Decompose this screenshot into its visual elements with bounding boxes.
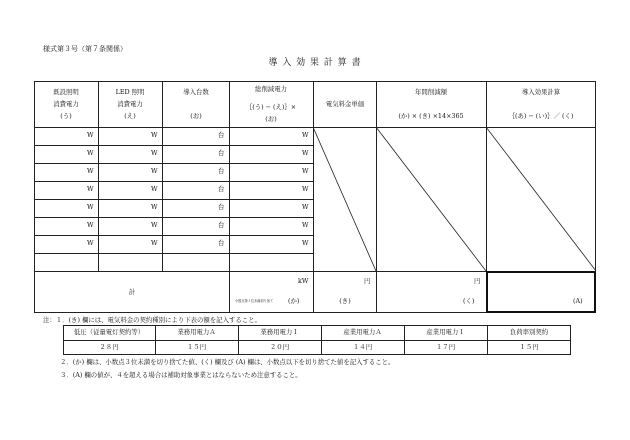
total-a: (A) xyxy=(573,297,583,305)
rate-header: 産業用電力Ｉ xyxy=(426,328,465,336)
row-reduction-w: W xyxy=(302,131,309,139)
header-col6-line1: 年間削減額 xyxy=(415,88,447,96)
diagonal-line xyxy=(313,127,376,271)
header-col6-line2: (か) × (き) ×14×365 xyxy=(398,112,464,120)
rate-value: １７円 xyxy=(435,343,456,351)
row-unit-count: 台 xyxy=(218,149,225,157)
document-title: 導 入 効 果 計 算 書 xyxy=(268,58,362,68)
rate-col-divider xyxy=(238,325,239,355)
row-reduction-w: W xyxy=(302,239,309,247)
row-led-w: W xyxy=(151,221,158,229)
row-unit-count: 台 xyxy=(218,221,225,229)
row-led-w: W xyxy=(151,131,158,139)
row-existing-w: W xyxy=(87,185,94,193)
rate-value: １５円 xyxy=(186,343,207,351)
total-ku: (く) xyxy=(463,297,475,305)
header-col2-line3: (え) xyxy=(124,112,136,120)
header-col1-line2: 消費電力 xyxy=(53,100,79,108)
row-reduction-w: W xyxy=(302,185,309,193)
header-col1-line3: (う) xyxy=(60,112,72,120)
header-col7-line1: 導入効果計算 xyxy=(521,88,561,96)
note-3: ３．(A) 欄の値が、４を超える場合は補助対象事業とはならないため注意すること。 xyxy=(60,371,302,379)
rate-col-divider xyxy=(155,325,156,355)
header-col3-line1: 導入台数 xyxy=(183,88,209,96)
row-led-w: W xyxy=(151,203,158,211)
row-led-w: W xyxy=(151,239,158,247)
rate-table-divider xyxy=(63,340,571,341)
row-led-w: W xyxy=(151,167,158,175)
header-col1-line1: 既設照明 xyxy=(53,88,79,96)
row-unit-count: 台 xyxy=(218,239,225,247)
row-existing-w: W xyxy=(87,203,94,211)
diagonal-line xyxy=(486,127,596,271)
row-unit-count: 台 xyxy=(218,167,225,175)
rate-col-divider xyxy=(404,325,405,355)
rate-col-divider xyxy=(487,325,488,355)
diagonal-line xyxy=(376,127,486,271)
rate-header: 業務用電力Ｉ xyxy=(260,328,299,336)
row-existing-w: W xyxy=(87,239,94,247)
row-unit-count: 台 xyxy=(218,203,225,211)
header-col5: 電気料金単価 xyxy=(325,100,365,108)
rate-header: 産業用電力Ａ xyxy=(343,328,382,336)
header-col4-line1: 総削減電力 xyxy=(255,85,287,93)
header-col2-line2: 消費電力 xyxy=(117,100,143,108)
header-col4-line3: (お) xyxy=(265,115,277,123)
total-ki: (き) xyxy=(339,297,351,305)
total-small-note: 小数点第３位未満切り捨て xyxy=(235,299,274,303)
header-col4-line2: ｛(う) − (え)｝× xyxy=(245,103,297,111)
header-col2-line1: LED 照明 xyxy=(115,88,145,96)
row-existing-w: W xyxy=(87,131,94,139)
rate-value: ２８円 xyxy=(99,343,119,351)
note-2: ２．(か) 欄は、小数点３位未満を切り捨てた値、(く) 欄及び (A) 欄は、小数点以下を切り捨てた値を記入すること。 xyxy=(60,358,395,366)
row-existing-w: W xyxy=(87,167,94,175)
row-reduction-w: W xyxy=(302,167,309,175)
row-unit-count: 台 xyxy=(218,185,225,193)
row-led-w: W xyxy=(151,149,158,157)
rate-header: 負荷率別契約 xyxy=(509,328,549,336)
total-kw-unit: kW xyxy=(298,277,309,285)
row-existing-w: W xyxy=(87,149,94,157)
form-label: 様式第３号（第７条関係） xyxy=(43,45,127,53)
total-yen-2: 円 xyxy=(474,277,481,285)
header-col3-line2: (お) xyxy=(190,112,202,120)
row-led-w: W xyxy=(151,185,158,193)
total-yen-1: 円 xyxy=(364,277,371,285)
header-col7-line2: ｛(あ) − (い)｝／ (く) xyxy=(508,112,574,120)
rate-header: 低圧（従量電灯契約等） xyxy=(73,328,145,336)
row-reduction-w: W xyxy=(302,149,309,157)
total-label: 計 xyxy=(128,288,136,296)
rate-value: １５円 xyxy=(519,343,539,351)
row-unit-count: 台 xyxy=(218,131,225,139)
total-ka: (か) xyxy=(288,297,300,305)
note-1: 注：１．(き) 欄には、電気料金の契約種別により下表の額を記入すること。 xyxy=(43,316,261,324)
rate-value: １４円 xyxy=(352,343,373,351)
rate-header: 業務用電力Ａ xyxy=(177,328,216,336)
row-reduction-w: W xyxy=(302,203,309,211)
rate-col-divider xyxy=(321,325,322,355)
row-reduction-w: W xyxy=(302,221,309,229)
rate-value: ２０円 xyxy=(269,343,290,351)
row-existing-w: W xyxy=(87,221,94,229)
